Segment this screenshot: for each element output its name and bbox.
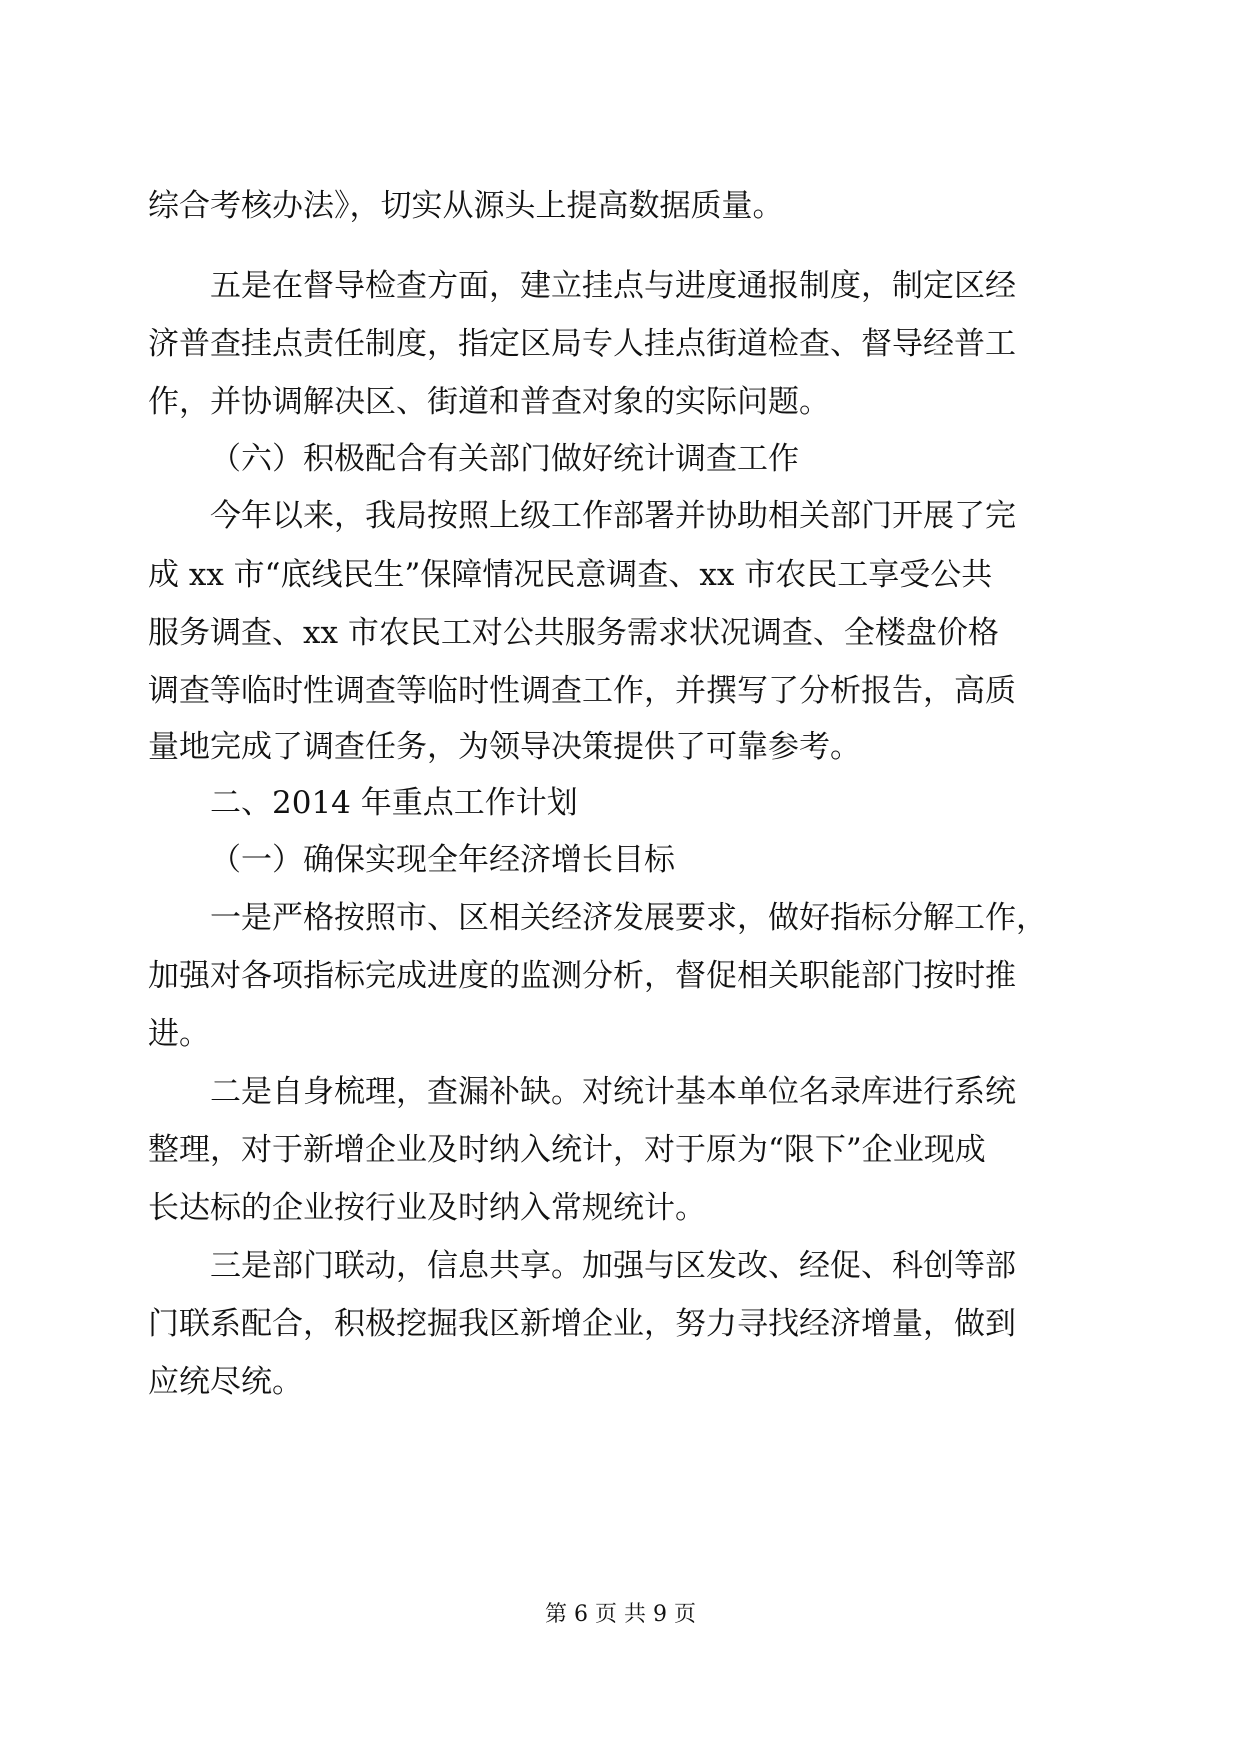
body-text-line: 长达标的企业按行业及时纳入常规统计。 bbox=[148, 1190, 706, 1226]
section-heading-2: 二、2014 年重点工作计划 bbox=[210, 785, 578, 821]
body-text-line: 进。 bbox=[148, 1016, 210, 1052]
page-number-footer: 第 6 页 共 9 页 bbox=[545, 1602, 696, 1627]
body-text-line: 应统尽统。 bbox=[148, 1364, 303, 1400]
body-text-line: 量地完成了调查任务，为领导决策提供了可靠参考。 bbox=[148, 729, 861, 765]
body-text-line: 服务调查、xx 市农民工对公共服务需求状况调查、全楼盘价格 bbox=[148, 615, 999, 651]
section-heading-6: （六）积极配合有关部门做好统计调查工作 bbox=[210, 441, 799, 477]
body-text-line: 调查等临时性调查等临时性调查工作，并撰写了分析报告，高质 bbox=[148, 673, 1016, 709]
paragraph-two-start: 二是自身梳理，查漏补缺。对统计基本单位名录库进行系统 bbox=[210, 1074, 1016, 1110]
body-text-line: 济普查挂点责任制度，指定区局专人挂点街道检查、督导经普工 bbox=[148, 326, 1016, 362]
body-text-line: 作，并协调解决区、街道和普查对象的实际问题。 bbox=[148, 384, 830, 420]
subsection-heading-1: （一）确保实现全年经济增长目标 bbox=[210, 842, 675, 878]
body-text-line: 综合考核办法》，切实从源头上提高数据质量。 bbox=[148, 188, 784, 224]
body-text-line: 成 xx 市“底线民生”保障情况民意调查、xx 市农民工享受公共 bbox=[148, 557, 993, 593]
body-text-line: 门联系配合，积极挖掘我区新增企业，努力寻找经济增量，做到 bbox=[148, 1306, 1016, 1342]
paragraph-three-start: 三是部门联动，信息共享。加强与区发改、经促、科创等部 bbox=[210, 1248, 1016, 1284]
paragraph-survey-start: 今年以来，我局按照上级工作部署并协助相关部门开展了完 bbox=[210, 498, 1016, 534]
body-text-line: 加强对各项指标完成进度的监测分析，督促相关职能部门按时推 bbox=[148, 958, 1016, 994]
paragraph-one-start: 一是严格按照市、区相关经济发展要求，做好指标分解工作， bbox=[210, 900, 1047, 936]
paragraph-five-start: 五是在督导检查方面，建立挂点与进度通报制度，制定区经 bbox=[210, 268, 1016, 304]
body-text-line: 整理，对于新增企业及时纳入统计，对于原为“限下”企业现成 bbox=[148, 1132, 986, 1168]
